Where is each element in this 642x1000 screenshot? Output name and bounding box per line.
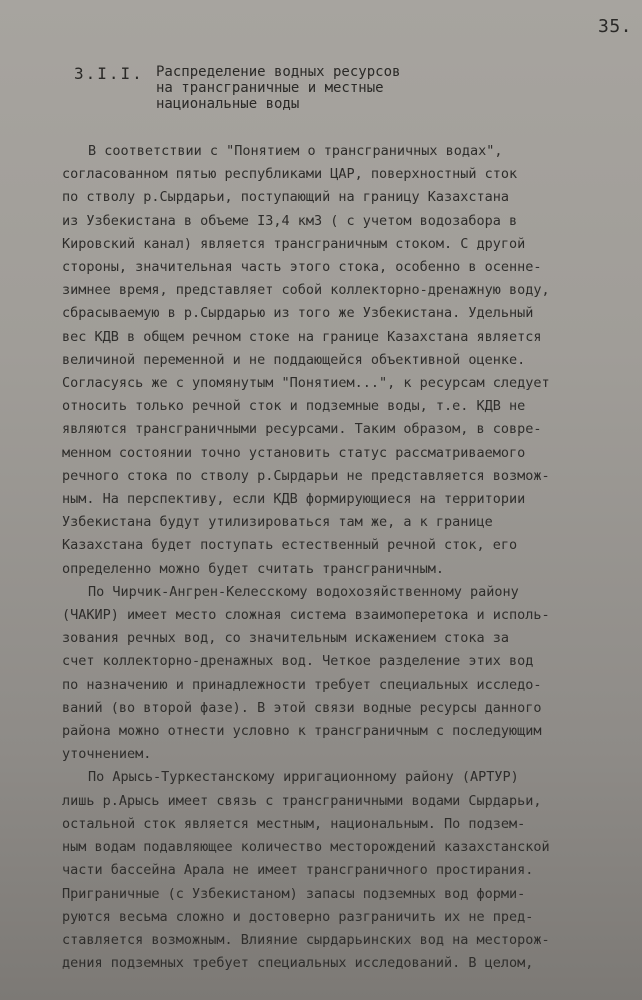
text-line: зимнее время, представляет собой коллекторно-дренажную воду, — [62, 282, 550, 299]
paragraph — [62, 581, 612, 767]
text-line: сбрасываемую в р.Сырдарью из того же Узбекистана. Удельный — [62, 305, 534, 322]
text-line: вес КДВ в общем речном стоке на границе Казахстана является — [62, 328, 542, 345]
text-line: Приграничные (с Узбекистаном) запасы подземных вод форми- — [62, 885, 526, 902]
text-line: дения подземных требует специальных исследований. В целом, — [62, 955, 534, 972]
text-line: уточнением. — [62, 746, 152, 763]
text-line: согласованном пятью республиками ЦАР, поверхностный сток — [62, 166, 518, 183]
text-line: Согласуясь же с упомянутым "Понятием...", к ресурсам следует — [62, 375, 550, 392]
text-line: района можно отнести условно к трансграничным с последующим — [62, 723, 542, 740]
text-line: лишь р.Арысь имеет связь с трансграничными водами Сырдарьи, — [62, 792, 542, 809]
text-line: ным водам подавляющее количество месторождений казахстанской — [62, 839, 550, 856]
paragraph — [62, 766, 612, 975]
text-line: Казахстана будет поступать естественный речной сток, его — [62, 537, 518, 554]
text-line: ным. На перспективу, если КДВ формирующиеся на территории — [62, 491, 526, 508]
section-title-line: национальные воды — [156, 96, 300, 112]
section-number: 3.I.I. — [74, 64, 144, 83]
text-line: счет коллекторно-дренажных вод. Четкое разделение этих вод — [62, 653, 534, 670]
text-line: зования речных вод, со значительным искажением стока за — [62, 630, 510, 647]
text-line: Кировский канал) является трансграничным стоком. С другой — [62, 235, 526, 252]
body-text — [62, 140, 612, 975]
text-line: по стволу р.Сырдарьи, поступающий на границу Казахстана — [62, 189, 510, 206]
text-line: по назначению и принадлежности требует специальных исследо- — [62, 676, 542, 693]
text-line: части бассейна Арала не имеет трансграничного простирания. — [62, 862, 534, 879]
page-number: 35. — [598, 16, 633, 37]
text-line: являются трансграничными ресурсами. Таким образом, в совре- — [62, 421, 542, 438]
text-line: относить только речной сток и подземные воды, т.е. КДВ не — [62, 398, 526, 415]
section-title — [156, 64, 476, 112]
text-line: из Узбекистана в объеме I3,4 км3 ( с учетом водозабора в — [62, 212, 518, 229]
text-line: стороны, значительная часть этого стока, особенно в осенне- — [62, 259, 542, 276]
text-line: ставляется возможным. Влияние сырдарьинских вод на месторож- — [62, 931, 550, 948]
text-line: По Арысь-Туркестанскому ирригационному району (АРТУР) — [88, 769, 519, 786]
text-line: руются весьма сложно и достоверно разграничить их не пред- — [62, 908, 534, 925]
section-title-line: Распределение водных ресурсов — [156, 64, 401, 80]
text-line: В соответствии с "Понятием о трансграничных водах", — [88, 143, 503, 159]
text-line: ваний (во второй фазе). В этой связи водные ресурсы данного — [62, 699, 542, 716]
text-line: определенно можно будет считать трансграничным. — [62, 560, 445, 577]
text-line: (ЧАКИР) имеет место сложная система взаимоперетока и исполь- — [62, 607, 550, 624]
text-line: менном состоянии точно установить статус рассматриваемого — [62, 444, 526, 461]
text-line: По Чирчик-Ангрен-Келесскому водохозяйственному району — [88, 583, 519, 600]
text-line: Узбекистана будут утилизироваться там же, а к границе — [62, 514, 493, 531]
text-line: остальной сток является местным, национальным. По подзем- — [62, 815, 526, 832]
text-line: величиной переменной и не поддающейся объективной оценке. — [62, 351, 526, 368]
section-title-line: на трансграничные и местные — [156, 80, 384, 96]
paragraph — [62, 140, 612, 581]
text-line: речного стока по стволу р.Сырдарьи не представляется возмож- — [62, 467, 550, 484]
